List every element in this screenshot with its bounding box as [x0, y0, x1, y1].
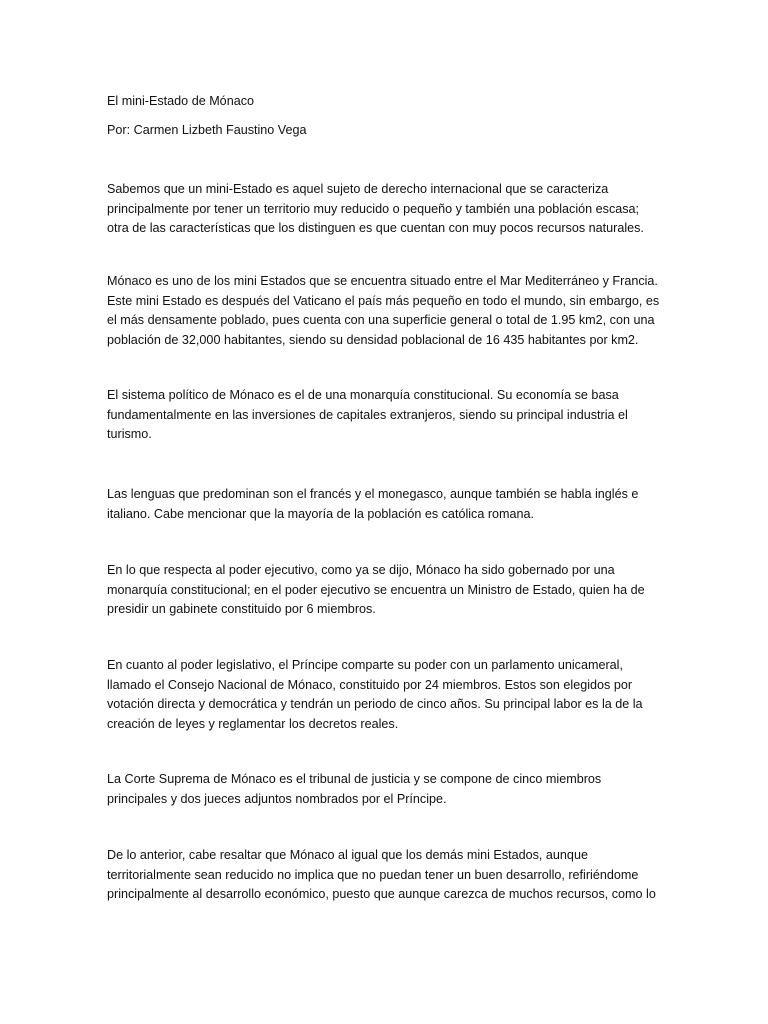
paragraph-line: principalmente al desarrollo económico, puesto que aunque carezca de muchos recursos, como lo [107, 887, 656, 901]
paragraph-line: De lo anterior, cabe resaltar que Mónaco al igual que los demás mini Estados, aunque [107, 848, 588, 862]
paragraph-line: llamado el Consejo Nacional de Mónaco, constituido por 24 miembros. Estos son elegidos por [107, 677, 633, 692]
paragraph-5 [107, 561, 667, 620]
paragraph-line: El sistema político de Mónaco es el de una monarquía constitucional. Su economía se basa [107, 388, 619, 402]
paragraph-1 [107, 180, 667, 239]
paragraph-line: monarquía constitucional; en el poder ejecutivo se encuentra un Ministro de Estado, quien ha de [107, 582, 645, 597]
paragraph-line: creación de leyes y reglamentar los decretos reales. [107, 716, 399, 731]
paragraph-line: En lo que respecta al poder ejecutivo, como ya se dijo, Mónaco ha sido gobernado por una [107, 563, 615, 577]
paragraph-8 [107, 846, 667, 905]
paragraph-2 [107, 272, 667, 350]
paragraph-line: turismo. [107, 427, 152, 441]
paragraph-line: el más densamente poblado, pues cuenta con una superficie general o total de 1.95 km2, con una [107, 313, 655, 327]
paragraph-line: población de 32,000 habitantes, siendo su densidad poblacional de 16 435 habitantes por km2. [107, 332, 639, 347]
paragraph-line: Las lenguas que predominan son el francés y el monegasco, aunque también se habla inglés e [107, 487, 639, 501]
paragraph-line: principalmente por tener un territorio muy reducido o pequeño y también una población escasa; [107, 201, 640, 216]
paragraph-line: territorialmente sean reducido no implica que no puedan tener un buen desarrollo, refiriéndome [107, 867, 639, 882]
paragraph-line: Este mini Estado es después del Vaticano el país más pequeño en todo el mundo, sin embargo, es [107, 293, 660, 308]
document-title: El mini-Estado de Mónaco [107, 94, 254, 108]
paragraph-3 [107, 386, 667, 445]
paragraph-line: En cuanto al poder legislativo, el Príncipe comparte su poder con un parlamento unicameral, [107, 658, 623, 672]
paragraph-line: presidir un gabinete constituido por 6 miembros. [107, 602, 376, 616]
author-line: Por: Carmen Lizbeth Faustino Vega [107, 123, 307, 137]
paragraph-4 [107, 485, 667, 524]
paragraph-line: fundamentalmente en las inversiones de capitales extranjeros, siendo su principal industria el [107, 407, 628, 422]
paragraph-line: Mónaco es uno de los mini Estados que se encuentra situado entre el Mar Mediterráneo y Francia. [107, 274, 658, 288]
paragraph-line: otra de las características que los distinguen es que cuentan con muy pocos recursos naturales. [107, 221, 644, 235]
paragraph-line: italiano. Cabe mencionar que la mayoría de la población es católica romana. [107, 506, 535, 521]
paragraph-line: principales y dos jueces adjuntos nombrados por el Príncipe. [107, 791, 447, 806]
paragraph-line: Sabemos que un mini-Estado es aquel sujeto de derecho internacional que se caracteriza [107, 182, 609, 196]
paragraph-line: votación directa y democrática y tendrán un periodo de cinco años. Su principal labor es la de la [107, 697, 643, 711]
paragraph-7 [107, 770, 667, 809]
paragraph-line: La Corte Suprema de Mónaco es el tribunal de justicia y se compone de cinco miembros [107, 772, 602, 786]
paragraph-6 [107, 656, 667, 734]
